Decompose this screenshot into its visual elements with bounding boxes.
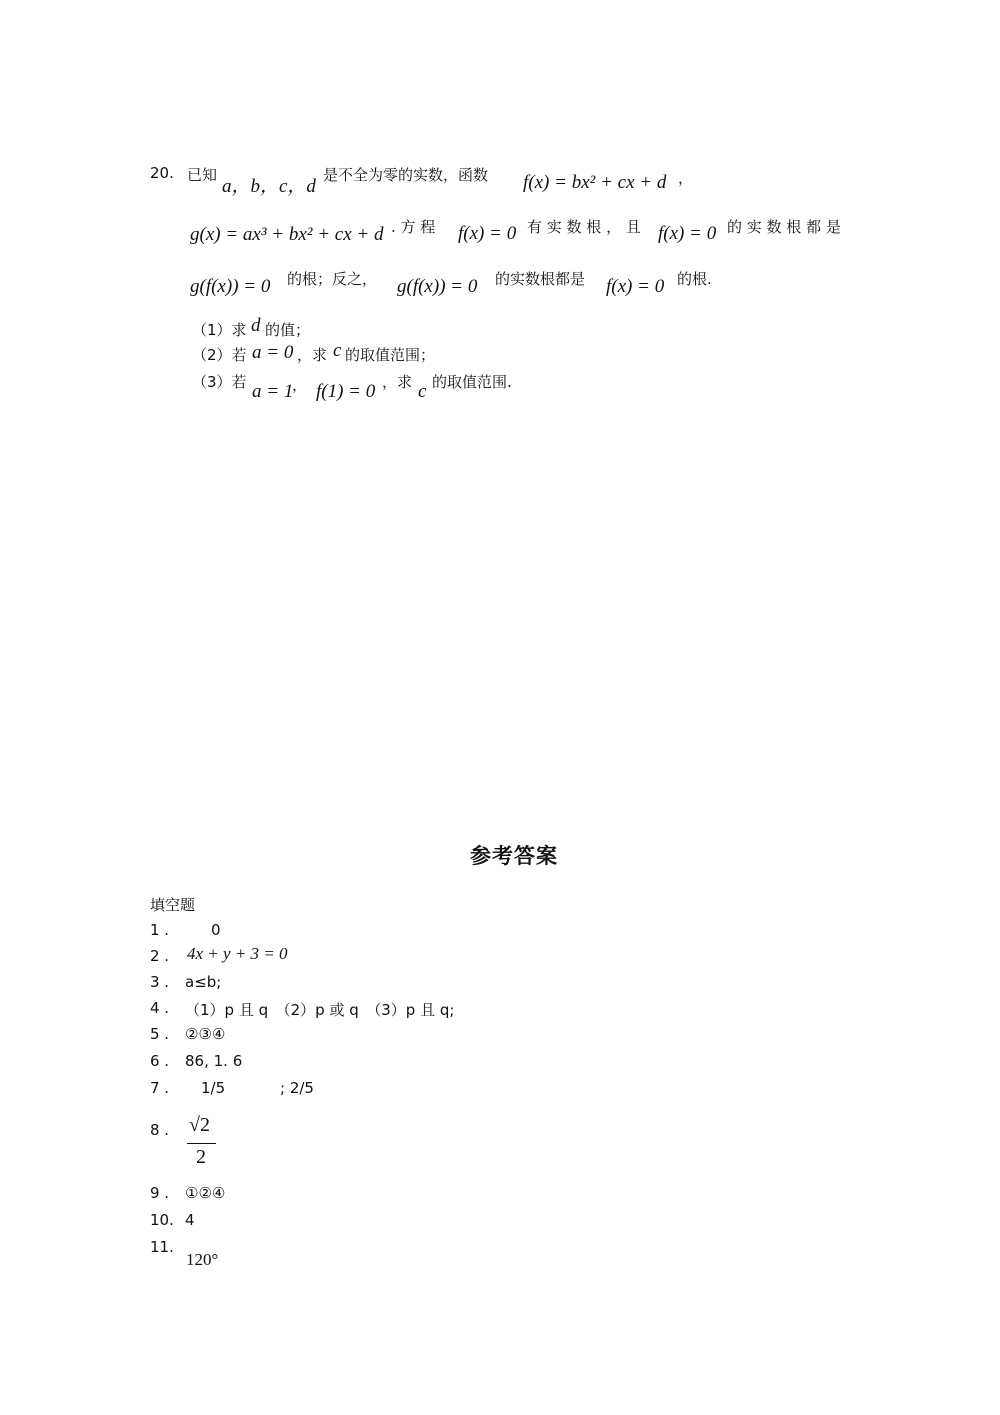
problem-text: 是不全为零的实数，函数 — [323, 166, 489, 184]
answer-number: 8 . — [150, 1121, 170, 1139]
answer-number: 9 . — [150, 1184, 170, 1202]
equation-f-zero: f(x) = 0 — [458, 223, 517, 244]
answer-value: 0 — [211, 921, 221, 939]
answer-number: 7 . — [150, 1079, 170, 1097]
problem-text: 已知 — [187, 166, 218, 184]
answer-value: 1/5 — [201, 1079, 226, 1097]
problem-text: 的根. — [677, 270, 712, 288]
answer-value: 4 — [185, 1211, 195, 1229]
section-heading: 填空题 — [150, 896, 196, 914]
sub-question-1-text: 的值； — [265, 321, 311, 339]
problem-text: ， — [678, 169, 694, 187]
answer-value-secondary: ; 2/5 — [280, 1079, 314, 1097]
variable-c: c — [333, 340, 342, 361]
answer-number: 5 . — [150, 1025, 170, 1043]
answer-value: 120° — [186, 1250, 219, 1269]
sub-question-2-text: 的取值范围； — [345, 346, 436, 364]
fraction-sqrt2-over-2 — [187, 1114, 216, 1174]
answer-number: 2 . — [150, 947, 170, 965]
variables-abcd: a，b，c，d — [222, 176, 316, 197]
answer-number: 11. — [150, 1238, 174, 1256]
problem-text: 的实数根都是 — [495, 270, 586, 288]
problem-text: 有 实 数 根 ， 且 — [527, 218, 641, 236]
answer-number: 3 . — [150, 973, 170, 991]
sub-question-2-text: ，求 — [297, 346, 328, 364]
answer-value: 86, 1. 6 — [185, 1052, 243, 1070]
equation-g-f-zero: g(f(x)) = 0 — [397, 276, 478, 297]
answer-number: 1 . — [150, 921, 170, 939]
answer-number: 6 . — [150, 1052, 170, 1070]
problem-text: 的 实 数 根 都 是 — [727, 218, 841, 236]
equation-g-f-zero: g(f(x)) = 0 — [190, 276, 271, 297]
equation-f-zero: f(x) = 0 — [606, 276, 665, 297]
fraction-denominator: 2 — [196, 1146, 206, 1168]
answer-number: 4 . — [150, 999, 170, 1017]
sub-question-3-label: （3）若 — [192, 373, 247, 391]
sub-question-2-label: （2）若 — [192, 346, 247, 364]
sub-question-3-text: ，求 — [382, 373, 413, 391]
condition-a-zero: a = 0 — [252, 342, 294, 363]
condition-f1-zero: f(1) = 0 — [316, 381, 376, 402]
variable-d: d — [251, 315, 261, 336]
fraction-bar — [187, 1143, 216, 1144]
function-f-definition: f(x) = bx² + cx + d — [523, 172, 667, 193]
sub-question-3-text: ， — [292, 376, 308, 394]
answer-value: 4x + y + 3 = 0 — [187, 944, 288, 963]
function-g-definition: g(x) = ax³ + bx² + cx + d — [190, 224, 384, 245]
answer-number: 10. — [150, 1211, 174, 1229]
answer-value: ①②④ — [185, 1184, 226, 1202]
answer-value: （1）p 且 q （2）p 或 q （3）p 且 q; — [185, 1001, 455, 1019]
answers-title: 参考答案 — [470, 844, 558, 868]
variable-c: c — [418, 381, 427, 402]
fraction-numerator: √2 — [189, 1114, 210, 1136]
equation-f-zero: f(x) = 0 — [658, 223, 717, 244]
answer-value: ②③④ — [185, 1025, 226, 1043]
answer-value: a≤b; — [185, 973, 222, 991]
problem-text: . 方 程 — [391, 218, 436, 236]
condition-a-one: a = 1 — [252, 381, 294, 402]
sub-question-3-text: 的取值范围. — [432, 373, 512, 391]
problem-number: 20. — [150, 164, 174, 182]
problem-text: 的根；反之， — [287, 270, 378, 288]
sub-question-1-label: （1）求 — [192, 321, 247, 339]
